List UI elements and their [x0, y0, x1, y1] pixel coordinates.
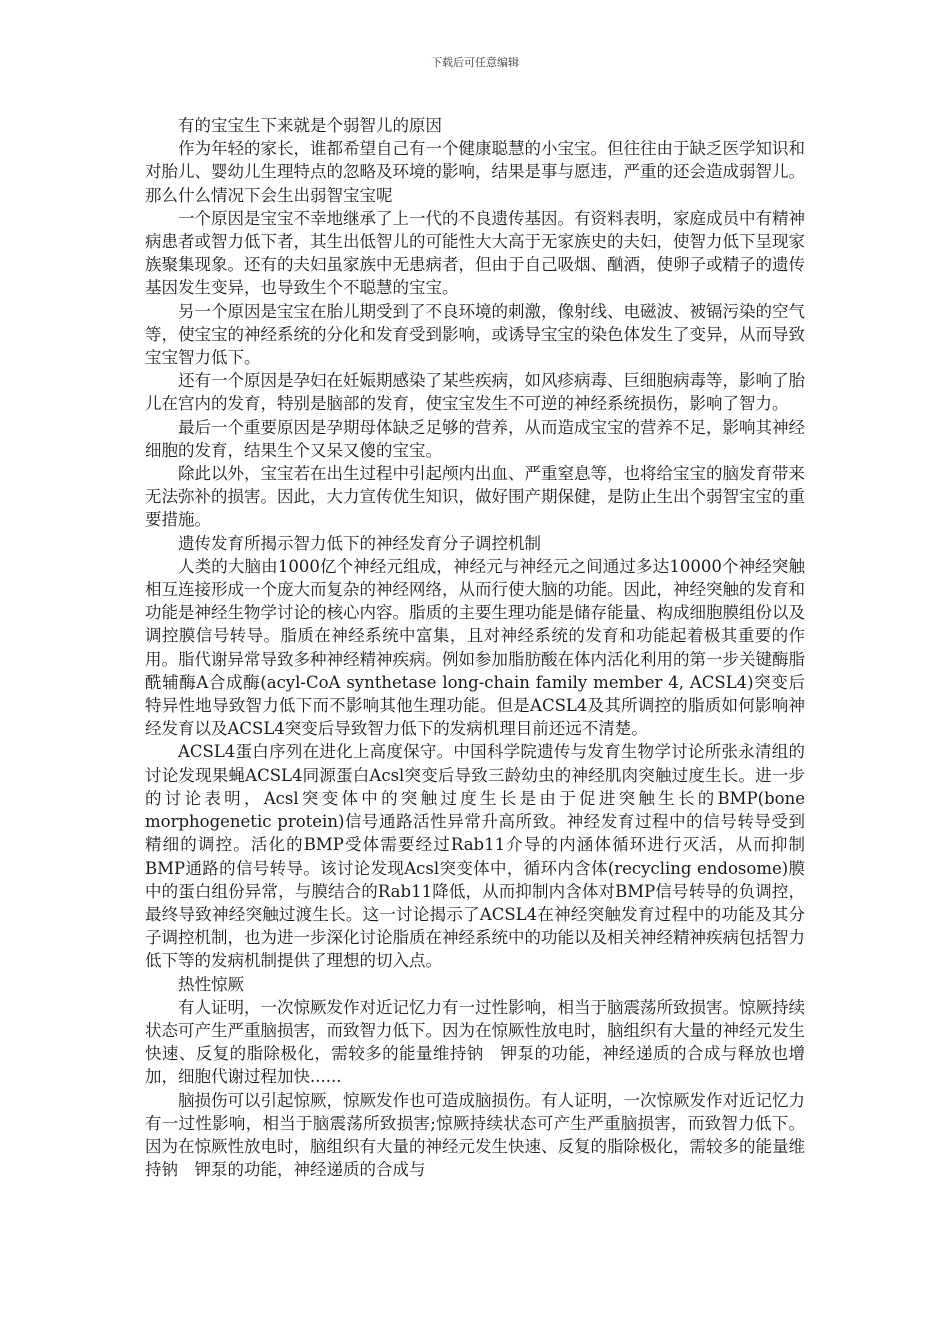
paragraph: ACSL4蛋白序列在进化上高度保守。中国科学院遗传与发育生物学讨论所张永清组的讨论发现果蝇ACSL4同源蛋白Acsl突变后导致三龄幼虫的神经肌肉突触过度生长。进一步的讨论表明，Acsl突变体中的突触过度生长是由于促进突触生长的BMP(bone morphogenetic protein)信号通路活性异常升高所致。神经发育过程中的信号转导受到精细的调控。活化的BMP受体需要经过Rab11介导的内涵体循环进行灭活，从而抑制BMP通路的信号转导。该讨论发现Acsl突变体中，循环内含体(recycling endosome)膜中的蛋白组份异常，与膜结合的Rab11降低，从而抑制内含体对BMP信号转导的负调控，最终导致神经突触过渡生长。这一讨论揭示了ACSL4在神经突触发育过程中的功能及其分子调控机制，也为进一步深化讨论脂质在神经系统中的功能以及相关神经精神疾病包括智力低下等的发病机制提供了理想的切入点。 — [145, 742, 805, 971]
paragraph: 脑损伤可以引起惊厥，惊厥发作也可造成脑损伤。有人证明，一次惊厥发作对近记忆力有一过性影响，相当于脑震荡所致损害;惊厥持续状态可产生严重脑损害，而致智力低下。因为在惊厥性放电时，脑组织有大量的神经元发生快速、反复的脂除极化，需较多的能量维持钠 钾泵的功能，神经递质的合成与 — [145, 1090, 805, 1180]
paragraph: 一个原因是宝宝不幸地继承了上一代的不良遗传基因。有资料表明，家庭成员中有精神病患者或智力低下者，其生出低智儿的可能性大大高于无家族史的夫妇，使智力低下呈现家族聚集现象。还有的夫妇虽家族中无患病者，但由于自己吸烟、酗酒，使卵子或精子的遗传基因发生变异，也导致生个不聪慧的宝宝。 — [145, 208, 805, 298]
page-header: 下载后可任意编辑 — [431, 56, 519, 69]
section-title-febrile-seizure: 热性惊厥 — [178, 974, 244, 994]
paragraph: 作为年轻的家长，谁都希望自己有一个健康聪慧的小宝宝。但往往由于缺乏医学知识和对胎儿、婴幼儿生理特点的忽略及环境的影响，结果是事与愿违，严重的还会造成弱智儿。那么什么情况下会生出弱智宝宝呢 — [145, 139, 805, 205]
document-body — [145, 114, 805, 1181]
paragraph: 人类的大脑由1000亿个神经元组成，神经元与神经元之间通过多达10000个神经突触相互连接形成一个庞大而复杂的神经网络，从而行使大脑的功能。因此，神经突触的发育和功能是神经生物学讨论的核心内容。脂质的主要生理功能是储存能量、构成细胞膜组份以及调控膜信号转导。脂质在神经系统中富集，且对神经系统的发育和功能起着极其重要的作用。脂代谢异常导致多种神经精神疾病。例如参加脂肪酸在体内活化利用的第一步关键酶脂酰辅酶A合成酶(acyl-CoA synthetase long-chain family member 4, ACSL4)突变后特异性地导致智力低下而不影响其他生理功能。但是ACSL4及其所调控的脂质如何影响神经发育以及ACSL4突变后导致智力低下的发病机理目前还远不清楚。 — [145, 556, 805, 739]
section-title-mechanism: 遗传发育所揭示智力低下的神经发育分子调控机制 — [178, 533, 541, 553]
paragraph: 另一个原因是宝宝在胎儿期受到了不良环境的刺激，像射线、电磁波、被镉污染的空气等，使宝宝的神经系统的分化和发育受到影响，或诱导宝宝的染色体发生了变异，从而导致宝宝智力低下。 — [145, 301, 805, 368]
section-title-causes: 有的宝宝生下来就是个弱智儿的原因 — [178, 116, 442, 135]
paragraph: 有人证明，一次惊厥发作对近记忆力有一过性影响，相当于脑震荡所致损害。惊厥持续状态可产生严重脑损害，而致智力低下。因为在惊厥性放电时，脑组织有大量的神经元发生快速、反复的脂除极化，需较多的能量维持钠 钾泵的功能，神经递质的合成与释放也增加，细胞代谢过程加快...... — [145, 997, 805, 1087]
paragraph: 除此以外，宝宝若在出生过程中引起颅内出血、严重窒息等，也将给宝宝的脑发育带来无法弥补的损害。因此，大力宣传优生知识，做好围产期保健，是防止生出个弱智宝宝的重要措施。 — [145, 464, 805, 530]
paragraph: 最后一个重要原因是孕期母体缺乏足够的营养，从而造成宝宝的营养不足，影响其神经细胞的发育，结果生个又呆又傻的宝宝。 — [145, 417, 805, 460]
paragraph: 还有一个原因是孕妇在妊娠期感染了某些疾病，如风疹病毒、巨细胞病毒等，影响了胎儿在宫内的发育，特别是脑部的发育，使宝宝发生不可逆的神经系统损伤，影响了智力。 — [145, 371, 805, 414]
